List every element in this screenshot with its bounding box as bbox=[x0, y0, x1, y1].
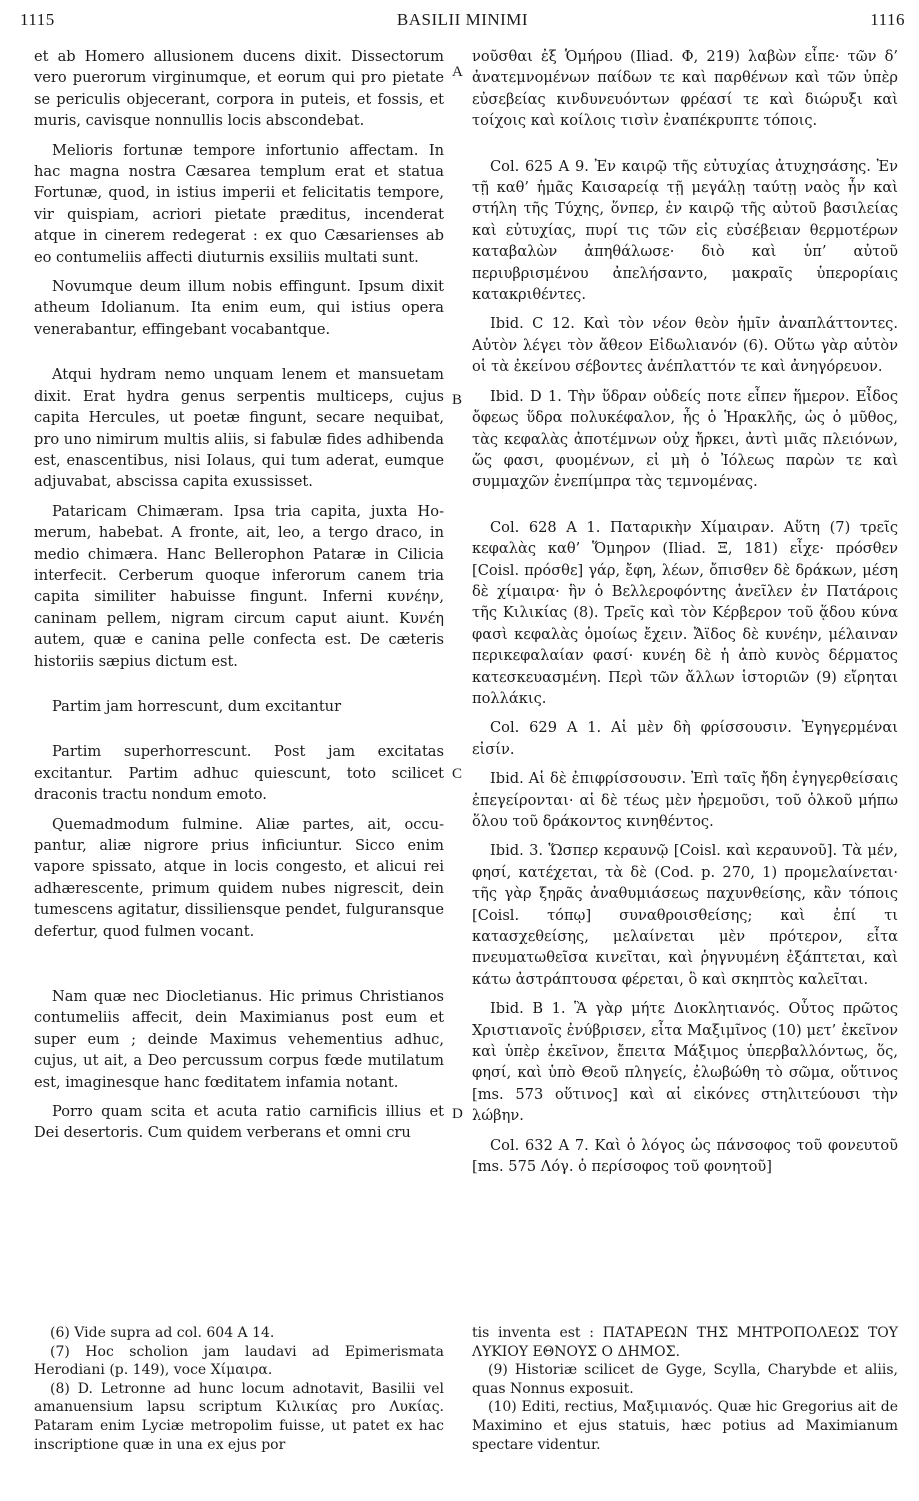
latin-paragraph: Atqui hydram nemo unquam lenem et mansuetam dixit. Erat hydra genus serpentis multiceps, cujus capita Hercules, ut poetæ fingunt, secare nequibat, pro uno nimirum multis aliis, si fabulæ fides adhibenda est, enascentibus, nisi Iolaus, qui tum aderat, eumque adjuvabat, abscissa capita exussisset. bbox=[34, 366, 444, 491]
greek-paragraph: Ibid. Αἱ δὲ ἐπιφρίσσουσιν. Ἐπὶ ταῖς ἤδη ἐγηγερθείσαις ἐπεγείρονται· αἱ δὲ τέως μὲν ἠρεμοῦσι, τοῦ ὁλκοῦ μήπω ὅλου τοῦ δράκοντος κινηθέντος. bbox=[472, 770, 898, 830]
greek-paragraph: Col. 625 A 9. Ἐν καιρῷ τῆς εὐτυχίας ἀτυχησάσης. Ἐν τῇ καθ’ ἡμᾶς Καισαρείᾳ τῇ μεγάλῃ ταύτῃ ναὸς ἦν καὶ στήλη τῆς Τύχης, ὅνπερ, ἐν καιρῷ τῆς αὐτοῦ βασιλείας καὶ εὐτυχίας, πυρί τις τῶν εἰς εὐσέβειαν θερμοτέρων καταβαλὼν ἀπηθάλωσε· διὸ καὶ ὑπ’ αὐτοῦ περιυβρισμένου ἀπελήσαντο, μακραῖς ὑπερορίαις κατακριθέντες. bbox=[472, 157, 898, 304]
page-number-left: 1115 bbox=[20, 10, 55, 29]
latin-column bbox=[34, 46, 444, 1144]
latin-paragraph: Novumque deum illum nobis effingunt. Ipsum dixit atheum Idolianum. Ita enim eum, qui istius opera venerabantur, effingebant vocabantque. bbox=[34, 278, 444, 338]
running-header bbox=[20, 10, 905, 40]
page-number-right: 1116 bbox=[870, 10, 905, 29]
footnote: (6) Vide supra ad col. 604 A 14. bbox=[50, 1325, 275, 1341]
latin-paragraph: Partim jam horrescunt, dum excitantur bbox=[52, 697, 342, 715]
footnote: (7) Hoc scholion jam laudavi ad Epimerismata Herodiani (p. 149), voce Χίμαιρα. bbox=[34, 1343, 444, 1379]
latin-paragraph: Partim superhorrescunt. Post jam excitatas excitantur. Partim adhuc quiescunt, toto scilicet draconis tractu nondum emoto. bbox=[34, 743, 444, 804]
footnotes-left bbox=[34, 1324, 444, 1454]
margin-letter-c: C bbox=[452, 766, 463, 782]
footnote: (9) Historiæ scilicet de Gyge, Scylla, Charybde et aliis, quas Nonnus exposuit. bbox=[472, 1362, 898, 1397]
greek-paragraph: Ibid. B 1. Ἃ γὰρ μήτε Διοκλητιανός. Οὗτος πρῶτος Χριστιανοῖς ἐνύβρισεν, εἶτα Μαξιμῖνος (10) μετ’ ἐκεῖνον καὶ ὑπὲρ ἐκεῖνον, ἔπειτα Μάξιμος ὑπερβαλλόντως, ὅς, φησί, καὶ ὑπὸ Θεοῦ πληγείς, ἐλωβώθη τὸ σῶμα, οὕτινος [ms. 573 οὕτινος] καὶ αἱ εἰκόνες στηλιτεύουσι τὴν λώβην. bbox=[472, 1000, 898, 1125]
footnotes-right bbox=[472, 1324, 898, 1454]
footnote: tis inventa est : ΠΑΤΑΡΕΩΝ ΤΗΣ ΜΗΤΡΟΠΟΛΕΩΣ ΤΟΥ ΛΥΚΙΟΥ ΕΘΝΟΥΣ Ο ΔΗΜΟΣ. bbox=[472, 1325, 898, 1360]
margin-letter-a: A bbox=[452, 64, 463, 80]
latin-paragraph: et ab Homero allusionem ducens dixit. Dissectorum vero puerorum virginumque, et eorum qui pro pietate se periculis objecerant, corpora in puteis, et fossis, et muris, cavisque nonnullis locis abscondebat. bbox=[34, 48, 444, 130]
greek-paragraph: Col. 628 A 1. Παταρικὴν Χίμαιραν. Αὕτη (7) τρεῖς κεφαλὰς καθ’ Ὅμηρον (Iliad. Ξ, 181) εἶχε· πρόσθεν [Coisl. πρόσθε] γάρ, ἔφη, λέων, ὄπισθεν δὲ δράκων, μέση δὲ χίμαιρα· ἣν ὁ Βελλεροφόντης ἀνεῖλεν ἐν Πατάροις τῆς Κιλικίας (8). Τρεῖς καὶ τὸν Κέρβερον τοῦ ᾅδου κύνα φασὶ κεφαλὰς ὁμοίως ἔχειν. Ἄϊδος δὲ κυνέην, μέλαιναν περικεφαλαίαν φασί· κυνέη δὲ ἡ ἀπὸ κυνὸς δέρματος κατεσκευασμένη. Περὶ τῶν ἄλλων ἱστοριῶν (9) εἴρηται πολλάκις. bbox=[472, 518, 898, 707]
latin-paragraph: Nam quæ nec Diocletianus. Hic primus Christianos contumeliis affecit, dein Maximianus post eum et super eum ; deinde Maximus vehementius adhuc, cujus, ut ait, a Deo percussum corpus fœde mutilatum est, imaginesque hanc fœditatem infamia notant. bbox=[34, 988, 444, 1091]
greek-paragraph: νοῦσθαι ἐξ Ὁμήρου (Iliad. Φ, 219) λαβὼν εἶπε· τῶν δ’ ἀνατεμνομένων παίδων τε καὶ παρθένων καὶ τῶν ὑπὲρ εὐσεβείας κινδυνευόντων φρέασί τε καὶ διώρυξι καὶ τοίχοις καὶ κοίλοις τισὶν ἐναπέκρυπτε τόποις. bbox=[472, 48, 898, 130]
greek-paragraph: Col. 629 A 1. Αἱ μὲν δὴ φρίσσουσιν. Ἐγηγερμέναι εἰσίν. bbox=[472, 719, 898, 758]
greek-paragraph: Ibid. C 12. Καὶ τὸν νέον θεὸν ἡμῖν ἀναπλάττοντες. Αὐτὸν λέγει τὸν ἄθεον Εἰδωλιανόν (6). Οὕτω γὰρ αὐτὸν οἱ τὰ ἐκείνου σέβοντες ἀνέπλαττόν τε καὶ ἀνηγόρευον. bbox=[472, 315, 898, 376]
greek-column bbox=[472, 46, 898, 1178]
greek-paragraph: Col. 632 A 7. Καὶ ὁ λόγος ὡς πάνσοφος τοῦ φονευτοῦ [ms. 575 Λόγ. ὁ περίσοφος τοῦ φονητοῦ] bbox=[472, 1136, 898, 1176]
latin-paragraph: Pataricam Chimæram. Ipsa tria capita, juxta Homerum, habebat. A fronte, ait, leo, a tergo draco, in medio chimæra. Hanc Bellerophon Pataræ in Cilicia interfecit. Cerberum quoque inferorum canem tria capita similiter habuisse fingunt. Inferni κυνέην, caninam pellem, nigram circum caput aiunt. Κυνέη autem, quæ e canina pelle confecta est. De cæteris historiis sæpius dictum est. bbox=[34, 502, 444, 670]
greek-paragraph: Ibid. D 1. Τὴν ὕδραν οὐδείς ποτε εἶπεν ἥμερον. Εἶδος ὄφεως ὕδρα πολυκέφαλον, ἧς ὁ Ἡρακλῆς, ὡς ὁ μῦθος, τὰς κεφαλὰς ἀποτέμνων οὐχ ἤρκει, ἀντὶ μιᾶς πλειόνων, ὥς φασι, φυομένων, εἰ μὴ ὁ Ἰόλεως παρὼν τε καὶ συμμαχῶν ἐνεπίμπρα τὰς τεμνομένας. bbox=[472, 387, 898, 491]
latin-paragraph: Porro quam scita et acuta ratio carnificis illius et Dei desertoris. Cum quidem verberans et omni cru bbox=[34, 1103, 444, 1142]
latin-paragraph: Melioris fortunæ tempore infortunio affectam. In hac magna nostra Cæsarea templum erat et statua Fortunæ, quod, in istius imperii et felicitatis tempore, vir quispiam, acriori pietate præditus, incenderat atque in cinerem redegerat : ex quo Cæsarienses ab eo contumeliis affecti diuturnis exsiliis multati sunt. bbox=[34, 141, 444, 266]
margin-letter-d: D bbox=[452, 1106, 463, 1122]
footnote: (10) Editi, rectius, Μαξιμιανός. Quæ hic Gregorius ait de Maximino et ejus statuis, hæc potius ad Maximianum spectare videntur. bbox=[472, 1399, 898, 1453]
latin-paragraph: Quemadmodum fulmine. Aliæ partes, ait, occupantur, aliæ nigrore prius inficiuntur. Sicco enim vapore spissato, atque in locis congesto, et alicui rei adhærescente, primum quidem nubes nigrescit, dein tumescens agitatur, dissiliensque pendet, fulguransque defertur, quod fulmen vocant. bbox=[34, 815, 444, 940]
footnote: (8) D. Letronne ad hunc locum adnotavit, Basilii vel amanuensium lapsu scriptum Κιλικίας pro Λυκίας. Pataram enim Lyciæ metropolim fuisse, ut patet ex hac inscriptione quæ in una ex ejus por bbox=[34, 1380, 444, 1453]
greek-paragraph: Ibid. 3. Ὥσπερ κεραυνῷ [Coisl. καὶ κεραυνοῦ]. Τὰ μέν, φησί, κατέχεται, τὰ δὲ (Cod. p. 270, 1) προμελαίνεται· τῆς γὰρ ξηρᾶς ἀναθυμιάσεως παχυνθείσης, κἂν τόποις [Coisl. τόπῳ] συναθροισθείσης; καὶ ἐπί τι κατασχεθείσης, μελαίνεται μὲν πρότερον, εἶτα πνευματωθεῖσα κινεῖται, καὶ ῥηγνυμένη ἐξάπτεται, καὶ κάτω ἀστράπτουσα φέρεται, ὃ καὶ σκηπτὸς καλεῖται. bbox=[472, 842, 898, 988]
running-title: BASILII MINIMI bbox=[396, 10, 529, 29]
margin-letter-b: B bbox=[452, 392, 463, 408]
